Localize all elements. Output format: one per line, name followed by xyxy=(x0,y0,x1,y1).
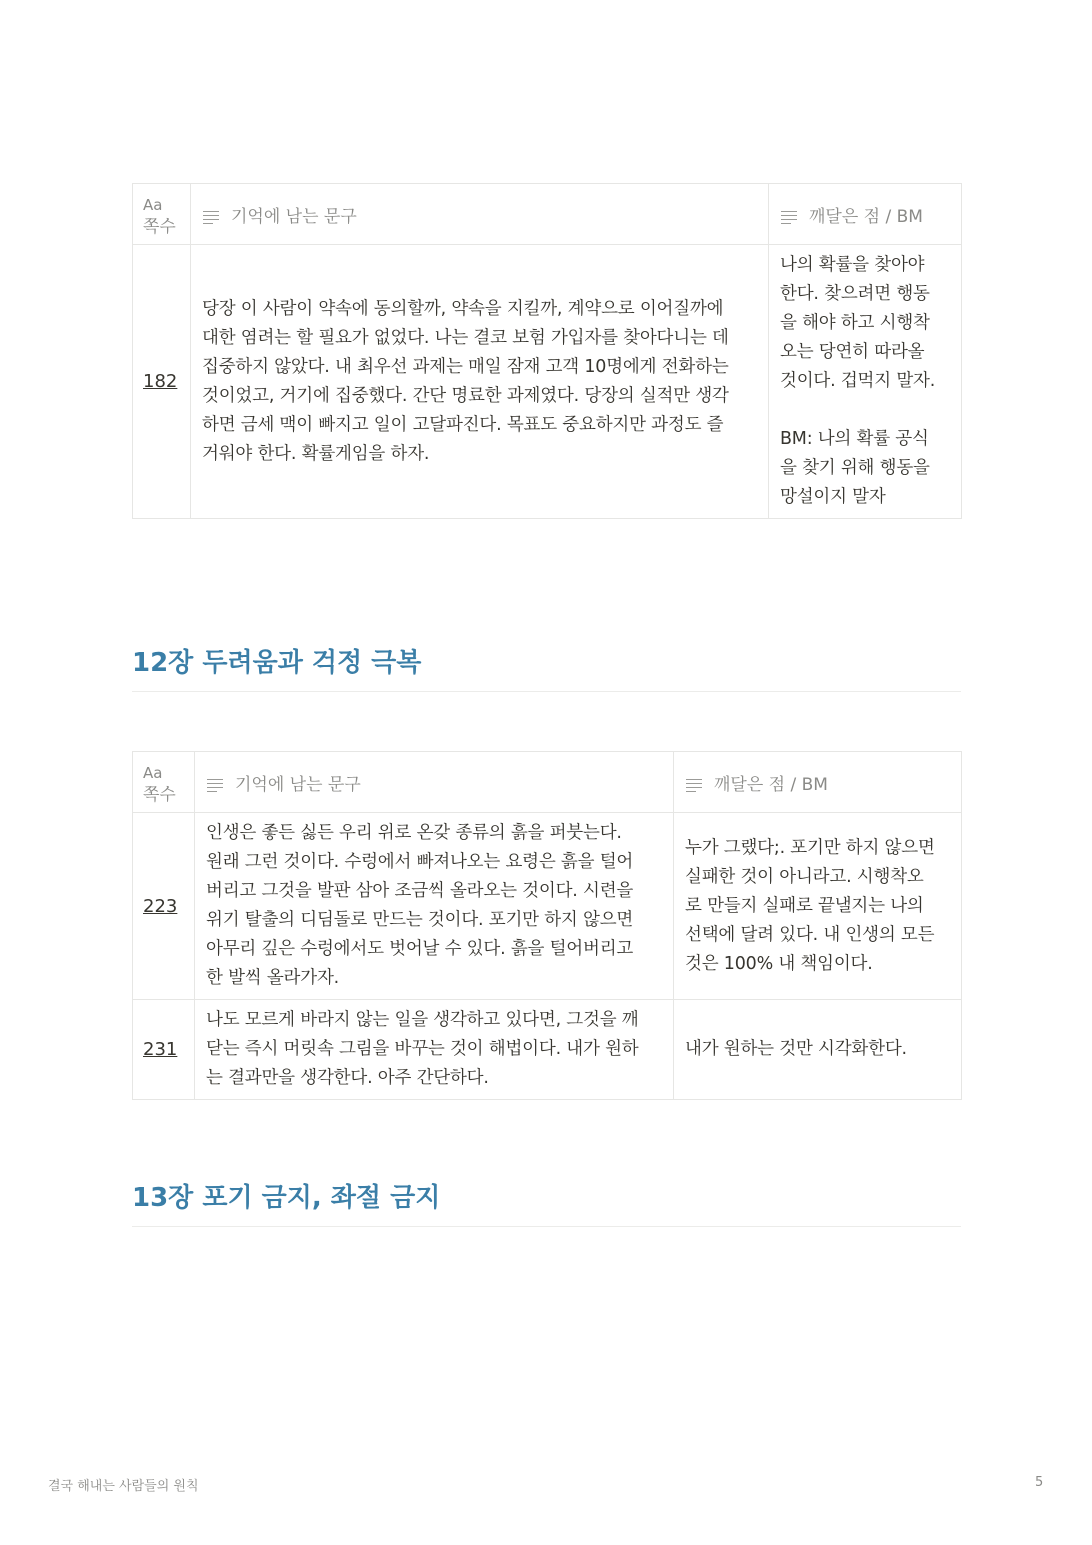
text-lines-icon xyxy=(207,779,223,791)
page-cell xyxy=(133,245,191,519)
table-header-row xyxy=(133,752,962,813)
text-lines-icon xyxy=(686,779,702,791)
insight-cell[interactable]: 나의 확률을 찾아야 한다. 찾으려면 행동 을 해야 하고 시행착 오는 당연히 따라올 것이다. 겁먹지 말자. BM: 나의 확률 공식 을 찾기 위해 행동을 망설이지 말자 xyxy=(769,245,962,519)
quote-column-header[interactable] xyxy=(191,184,769,245)
insight-column-header[interactable] xyxy=(674,752,962,813)
quotes-table-2 xyxy=(132,751,962,1100)
table-row xyxy=(133,245,962,519)
page-column-label: 쪽수 xyxy=(143,217,176,237)
text-lines-icon xyxy=(203,211,219,223)
quote-cell[interactable]: 나도 모르게 바라지 않는 일을 생각하고 있다면, 그것을 깨 닫는 즉시 머릿속 그림을 바꾸는 것이 해법이다. 내가 원하 는 결과만을 생각한다. 아주 간단하다. xyxy=(195,1000,674,1100)
title-property-icon: Aa xyxy=(143,764,163,782)
table-row xyxy=(133,1000,962,1100)
quote-cell[interactable]: 인생은 좋든 싫든 우리 위로 온갖 종류의 흙을 퍼붓는다. 원래 그런 것이다. 수렁에서 빠져나오는 요령은 흙을 털어 버리고 그것을 발판 삼아 조금씩 올라오는 것이다. 시련을 위기 탈출의 디딤돌로 만드는 것이다. 포기만 하지 않으면 아무리 깊은 수렁에서도 벗어날 수 있다. 흙을 털어버리고 한 발씩 올라가자. xyxy=(195,813,674,1000)
title-property-icon: Aa xyxy=(143,196,163,214)
page-column-label: 쪽수 xyxy=(143,785,176,805)
insight-column-label: 깨달은 점 / BM xyxy=(809,206,923,227)
insight-cell[interactable]: 내가 원하는 것만 시각화한다. xyxy=(674,1000,962,1100)
insight-column-label: 깨달은 점 / BM xyxy=(714,774,828,795)
table-row xyxy=(133,813,962,1000)
insight-column-header[interactable] xyxy=(769,184,962,245)
section-heading-12: 12장 두려움과 걱정 극복 xyxy=(132,642,961,692)
page-link[interactable]: 231 xyxy=(143,1039,178,1060)
quote-column-label: 기억에 남는 문구 xyxy=(235,774,361,795)
footer-page-number: 5 xyxy=(1035,1475,1044,1490)
page-link[interactable]: 223 xyxy=(143,895,178,917)
insight-cell[interactable]: 누가 그랬다;. 포기만 하지 않으면 실패한 것이 아니라고. 시행착오 로 만들지 실패로 끝낼지는 나의 선택에 달려 있다. 내 인생의 모든 것은 100% 내 책임이다. xyxy=(674,813,962,1000)
page-cell xyxy=(133,1000,195,1100)
quote-column-header[interactable] xyxy=(195,752,674,813)
page-column-header[interactable] xyxy=(133,752,195,813)
page-column-header[interactable] xyxy=(133,184,191,245)
quotes-table-1 xyxy=(132,183,962,519)
page-link[interactable]: 182 xyxy=(143,371,178,392)
quote-column-label: 기억에 남는 문구 xyxy=(231,206,357,227)
footer-book-title: 결국 해내는 사람들의 원칙 xyxy=(48,1479,199,1494)
page-cell xyxy=(133,813,195,1000)
quote-cell[interactable]: 당장 이 사람이 약속에 동의할까, 약속을 지킬까, 계약으로 이어질까에 대한 염려는 할 필요가 없었다. 나는 결코 보험 가입자를 찾아다니는 데 집중하지 않았다. 내 최우선 과제는 매일 잠재 고객 10명에게 전화하는 것이었고, 거기에 집중했다. 간단 명료한 과제였다. 당장의 실적만 생각 하면 금세 맥이 빠지고 일이 고달파진다. 목표도 중요하지만 과정도 즐 거워야 한다. 확률게임을 하자. xyxy=(191,245,769,519)
table-header-row xyxy=(133,184,962,245)
text-lines-icon xyxy=(781,211,797,223)
section-heading-13: 13장 포기 금지, 좌절 금지 xyxy=(132,1177,961,1227)
